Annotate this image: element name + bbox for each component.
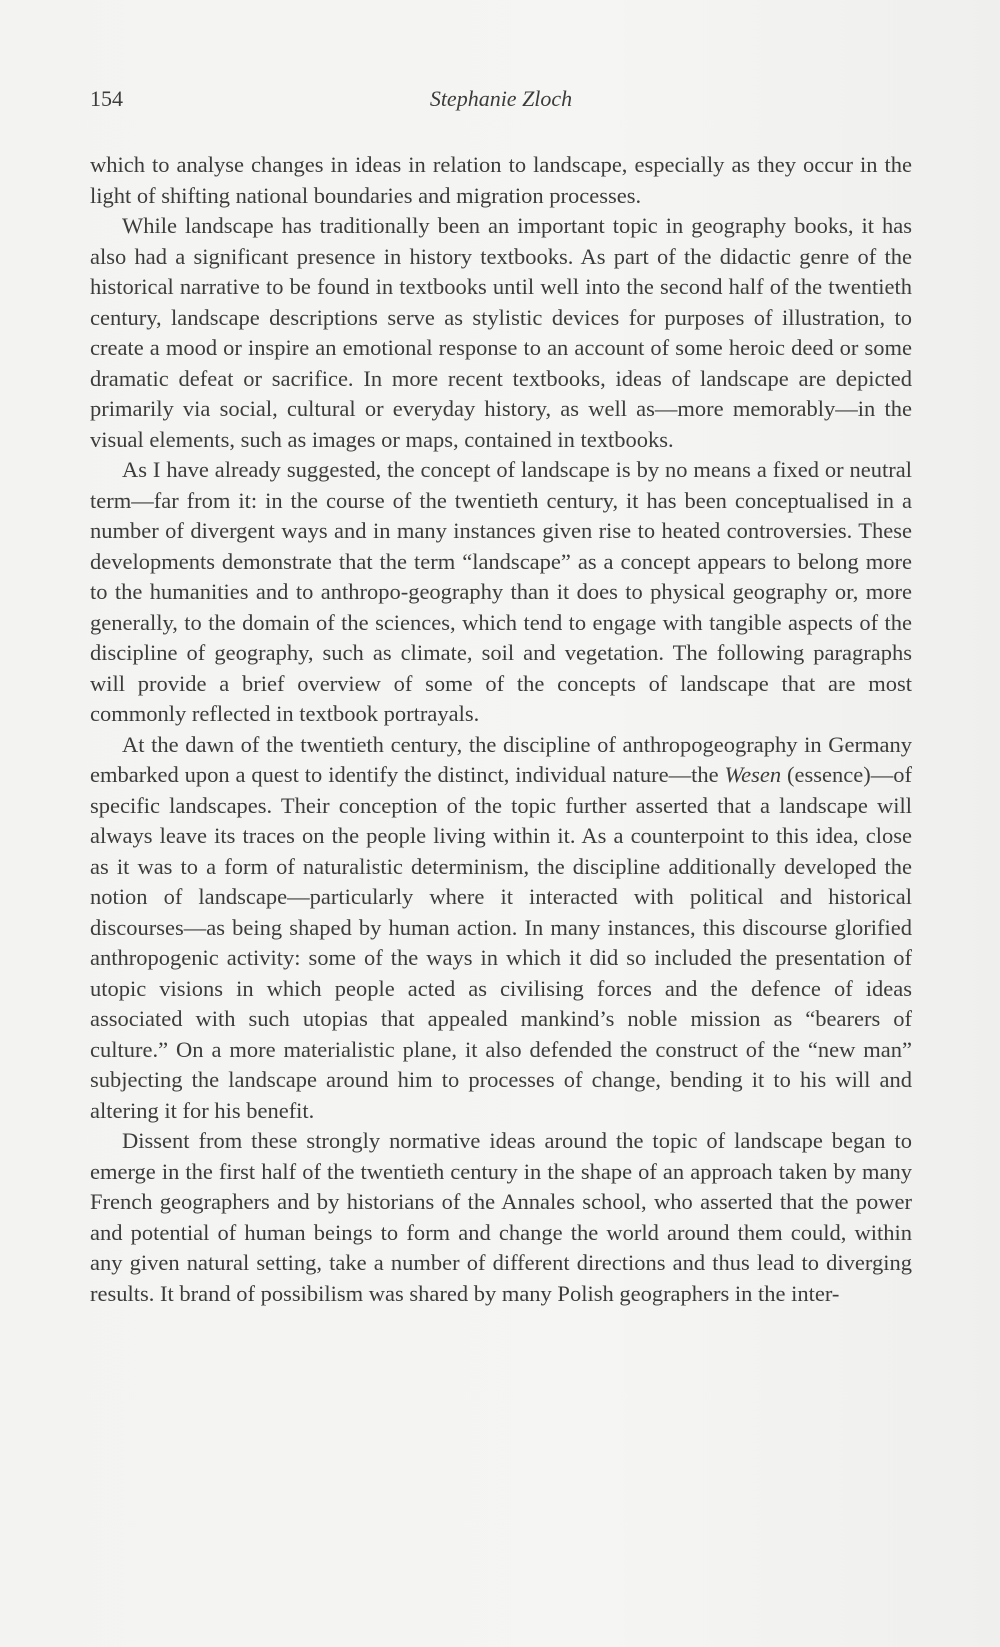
running-head-author: Stephanie Zloch <box>429 86 573 111</box>
paragraph-text-before: At the dawn of the twentieth century, the discipline of anthropogeography in Germany embarked upon a quest to identify the distinct, individual nature—the <box>90 731 912 787</box>
body-text <box>90 150 912 1309</box>
paragraph-anthropo-geography <box>90 730 912 1127</box>
page-number: 154 <box>90 86 123 111</box>
paragraph-concept-of-landscape: As I have already suggested, the concept of landscape is by no means a fixed or neutral term—far from it: in the course of the twentieth century, it has been conceptualised in a number of divergent ways and in many instances given rise to heated controversies. These developments demonstrate that the term “landscape” as a concept appears to belong more to the humanities and to anthropo-geography than it does to physical geography or, more generally, to the domain of the sciences, which tend to engage with tangible aspects of the discipline of geography, such as climate, soil and vegetation. The following paragraphs will provide a brief overview of some of the concepts of landscape that are most commonly reflected in textbook portrayals. <box>90 457 912 726</box>
paragraph-landscape-in-textbooks: While landscape has traditionally been an important topic in geography books, it has also had a significant presence in history textbooks. As part of the didactic genre of the historical narrative to be found in textbooks until well into the second half of the twentieth century, landscape descriptions serve as stylistic devices for purposes of illustration, to create a mood or inspire an emotional response to an account of some heroic deed or some dramatic defeat or sacrifice. In more recent textbooks, ideas of landscape are depicted primarily via social, cultural or everyday history, as well as—more memorably—in the visual elements, such as images or maps, contained in textbooks. <box>90 213 912 452</box>
paragraph-dissent-possibilism: Dissent from these strongly normative ideas around the topic of landscape began to emerge in the first half of the twentieth century in the shape of an approach taken by many French geographers and by historians of the Annales school, who asserted that the power and potential of human beings to form and change the world around them could, within any given natural setting, take a number of different directions and thus lead to diverging results. It brand of possibilism was shared by many Polish geographers in the inter- <box>90 1128 912 1306</box>
paragraph-continued: which to analyse changes in ideas in relation to landscape, especially as they occur in the light of shifting national boundaries and migration processes. <box>90 152 912 208</box>
emphasis-wesen: Wesen <box>724 762 782 787</box>
paragraph-text-after: (essence)—of specific landscapes. Their conception of the topic further asserted that a landscape will always leave its traces on the people living within it. As a counterpoint to this idea, close as it was to a form of naturalistic determinism, the discipline additionally developed the notion of landscape—particularly where it interacted with political and historical discourses—as being shaped by human action. In many instances, this discourse glorified anthropogenic activity: some of the ways in which it did so included the presentation of utopic visions in which people acted as civilising forces and the defence of ideas associated with such utopias that appealed mankind’s noble mission as “bearers of culture.” On a more materialistic plane, it also defended the construct of the “new man” subjecting the landscape around him to processes of change, bending it to his will and altering it for his benefit. <box>90 762 912 1123</box>
page-header <box>90 86 912 120</box>
